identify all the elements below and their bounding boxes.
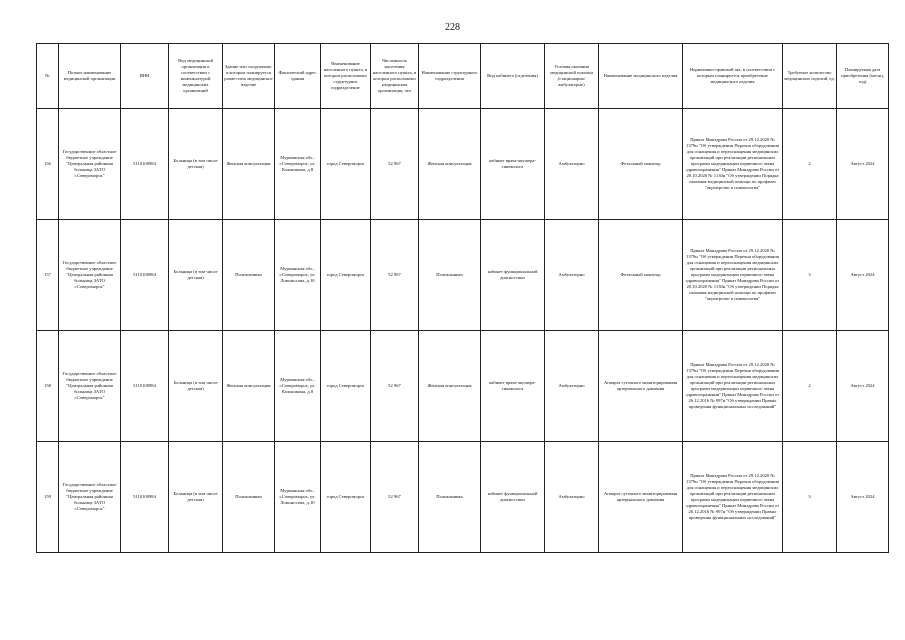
col-header-population: Численность населения населенного пункта, в котором расположено медицинская организация, чел [371, 44, 419, 109]
cell-unit: Поликлиника [419, 220, 481, 331]
cell-building: Женская консультация [223, 109, 275, 220]
cell-unit: Поликлиника [419, 442, 481, 553]
cell-cabinet: кабинет врача-акушера-гинеколога [481, 331, 545, 442]
cell-population: 52 967 [371, 442, 419, 553]
cell-cabinet: кабинет функциональной диагностики [481, 220, 545, 331]
cell-device: Фетальный монитор [599, 109, 683, 220]
cell-device: Фетальный монитор [599, 220, 683, 331]
cell-unit: Женская консультация [419, 109, 481, 220]
col-header-unit: Наименование структурного подразделения [419, 44, 481, 109]
cell-act: Приказ Минздрава России от 29.12.2020 № 1379н "Об утверждении Перечня оборудования для оснащения и переоснащения медицинских организаций при реализации региональных программ модернизации первичного звена здравоохранения" Приказ Минздрава России от 20.10.2020 № 1130н "Об утверждении Порядка оказания медицинской помощи по профилю "акушерство и гинекология" [683, 220, 783, 331]
cell-act: Приказ Минздрава России от 29.12.2020 № 1379н "Об утверждении Перечня оборудования для оснащения и переоснащения медицинских организаций при реализации региональных программ модернизации первичного звена здравоохранения" Приказ Минздрава России от 26.12.2016 № 997н "Об утверждении Правил проведения функциональных исследований" [683, 442, 783, 553]
col-header-address: Фактический адрес здания [275, 44, 321, 109]
cell-address: Мурманская обл., г.Североморск, ул. Ломоносова, д.10 [275, 220, 321, 331]
col-header-locality: Наименование населенного пункта, в котором расположено структурное подразделение [321, 44, 371, 109]
cell-locality: город Североморск [321, 331, 371, 442]
cell-population: 52 967 [371, 109, 419, 220]
cell-inn: 5110100984 [121, 220, 169, 331]
table-row [37, 220, 889, 331]
cell-building: Поликлиника [223, 442, 275, 553]
col-header-date: Планируемая дата приобретения (месяц, год) [837, 44, 889, 109]
cell-conditions: Амбулаторно [545, 331, 599, 442]
cell-locality: город Североморск [321, 109, 371, 220]
cell-cabinet: кабинет функциональной диагностики [481, 442, 545, 553]
cell-qty: 2 [783, 109, 837, 220]
cell-unit: Женская консультация [419, 331, 481, 442]
col-header-cabinet: Вид кабинета (отделения) [481, 44, 545, 109]
col-header-inn: ИНН [121, 44, 169, 109]
cell-population: 52 967 [371, 220, 419, 331]
cell-building: Поликлиника [223, 220, 275, 331]
col-header-device: Наименование медицинского изделия [599, 44, 683, 109]
cell-population: 52 967 [371, 331, 419, 442]
cell-date: Август 2024 [837, 220, 889, 331]
col-header-type: Вид медицинской организации в соответствии с номенклатурой медицинских организаций [169, 44, 223, 109]
cell-type: Больница (в том числе детская) [169, 331, 223, 442]
cell-device: Аппарат суточного мониторирования артериального давления [599, 331, 683, 442]
cell-num: 157 [37, 220, 59, 331]
cell-act: Приказ Минздрава России от 29.12.2020 № 1379н "Об утверждении Перечня оборудования для оснащения и переоснащения медицинских организаций при реализации региональных программ модернизации первичного звена здравоохранения" Приказ Минздрава России от 26.12.2016 № 997н "Об утверждении Правил проведения функциональных исследований" [683, 331, 783, 442]
cell-qty: 2 [783, 331, 837, 442]
cell-qty: 3 [783, 442, 837, 553]
cell-num: 159 [37, 442, 59, 553]
cell-device: Аппарат суточного мониторирования артериального давления [599, 442, 683, 553]
cell-org: Государственное областное бюджетное учреждение "Центральная районная больница ЗАТО г.Североморск" [59, 442, 121, 553]
cell-num: 156 [37, 109, 59, 220]
table-row [37, 331, 889, 442]
table-row [37, 109, 889, 220]
cell-inn: 5110100984 [121, 109, 169, 220]
cell-conditions: Амбулаторно [545, 442, 599, 553]
table-row [37, 442, 889, 553]
cell-cabinet: кабинет врача-акушера-гинеколога [481, 109, 545, 220]
cell-date: Август 2024 [837, 109, 889, 220]
cell-date: Август 2024 [837, 442, 889, 553]
col-header-org: Полное наименование медицинской организации [59, 44, 121, 109]
page-number: 228 [445, 22, 460, 33]
equipment-table [36, 43, 889, 553]
cell-inn: 5110100984 [121, 331, 169, 442]
cell-locality: город Североморск [321, 442, 371, 553]
col-header-building: Здание или сооружение, в котором планируется разместить медицинское изделие [223, 44, 275, 109]
cell-address: Мурманская обл., г.Североморск, ул. Колышкина, д.8 [275, 331, 321, 442]
col-header-conditions: Условия оказания медицинской помощи (стационарно/амбулаторно) [545, 44, 599, 109]
cell-address: Мурманская обл., г.Североморск, ул. Ломоносова, д.10 [275, 442, 321, 553]
col-header-act: Нормативно-правовой акт, в соответствии с которым планируется приобретение медицинского изделия [683, 44, 783, 109]
table-header-row [37, 44, 889, 109]
cell-org: Государственное областное бюджетное учреждение "Центральная районная больница ЗАТО г.Североморск" [59, 220, 121, 331]
cell-org: Государственное областное бюджетное учреждение "Центральная районная больница ЗАТО г.Североморск" [59, 331, 121, 442]
col-header-num: № [37, 44, 59, 109]
cell-type: Больница (в том числе детская) [169, 442, 223, 553]
cell-qty: 3 [783, 220, 837, 331]
cell-address: Мурманская обл., г.Североморск, ул. Колышкина, д.8 [275, 109, 321, 220]
cell-act: Приказ Минздрава России от 29.12.2020 № 1379н "Об утверждении Перечня оборудования для оснащения и переоснащения медицинских организаций при реализации региональных программ модернизации первичного звена здравоохранения" Приказ Минздрава России от 20.10.2020 № 1130н "Об утверждении Порядка оказания медицинской помощи по профилю "акушерство и гинекология" [683, 109, 783, 220]
cell-inn: 5110100984 [121, 442, 169, 553]
cell-locality: город Североморск [321, 220, 371, 331]
cell-building: Женская консультация [223, 331, 275, 442]
cell-org: Государственное областное бюджетное учреждение "Центральная районная больница ЗАТО г.Североморск" [59, 109, 121, 220]
cell-type: Больница (в том числе детская) [169, 109, 223, 220]
cell-conditions: Амбулаторно [545, 109, 599, 220]
cell-date: Август 2024 [837, 331, 889, 442]
cell-type: Больница (в том числе детская) [169, 220, 223, 331]
col-header-qty: Требуемое количество медицинских изделий, ед. [783, 44, 837, 109]
cell-num: 158 [37, 331, 59, 442]
cell-conditions: Амбулаторно [545, 220, 599, 331]
